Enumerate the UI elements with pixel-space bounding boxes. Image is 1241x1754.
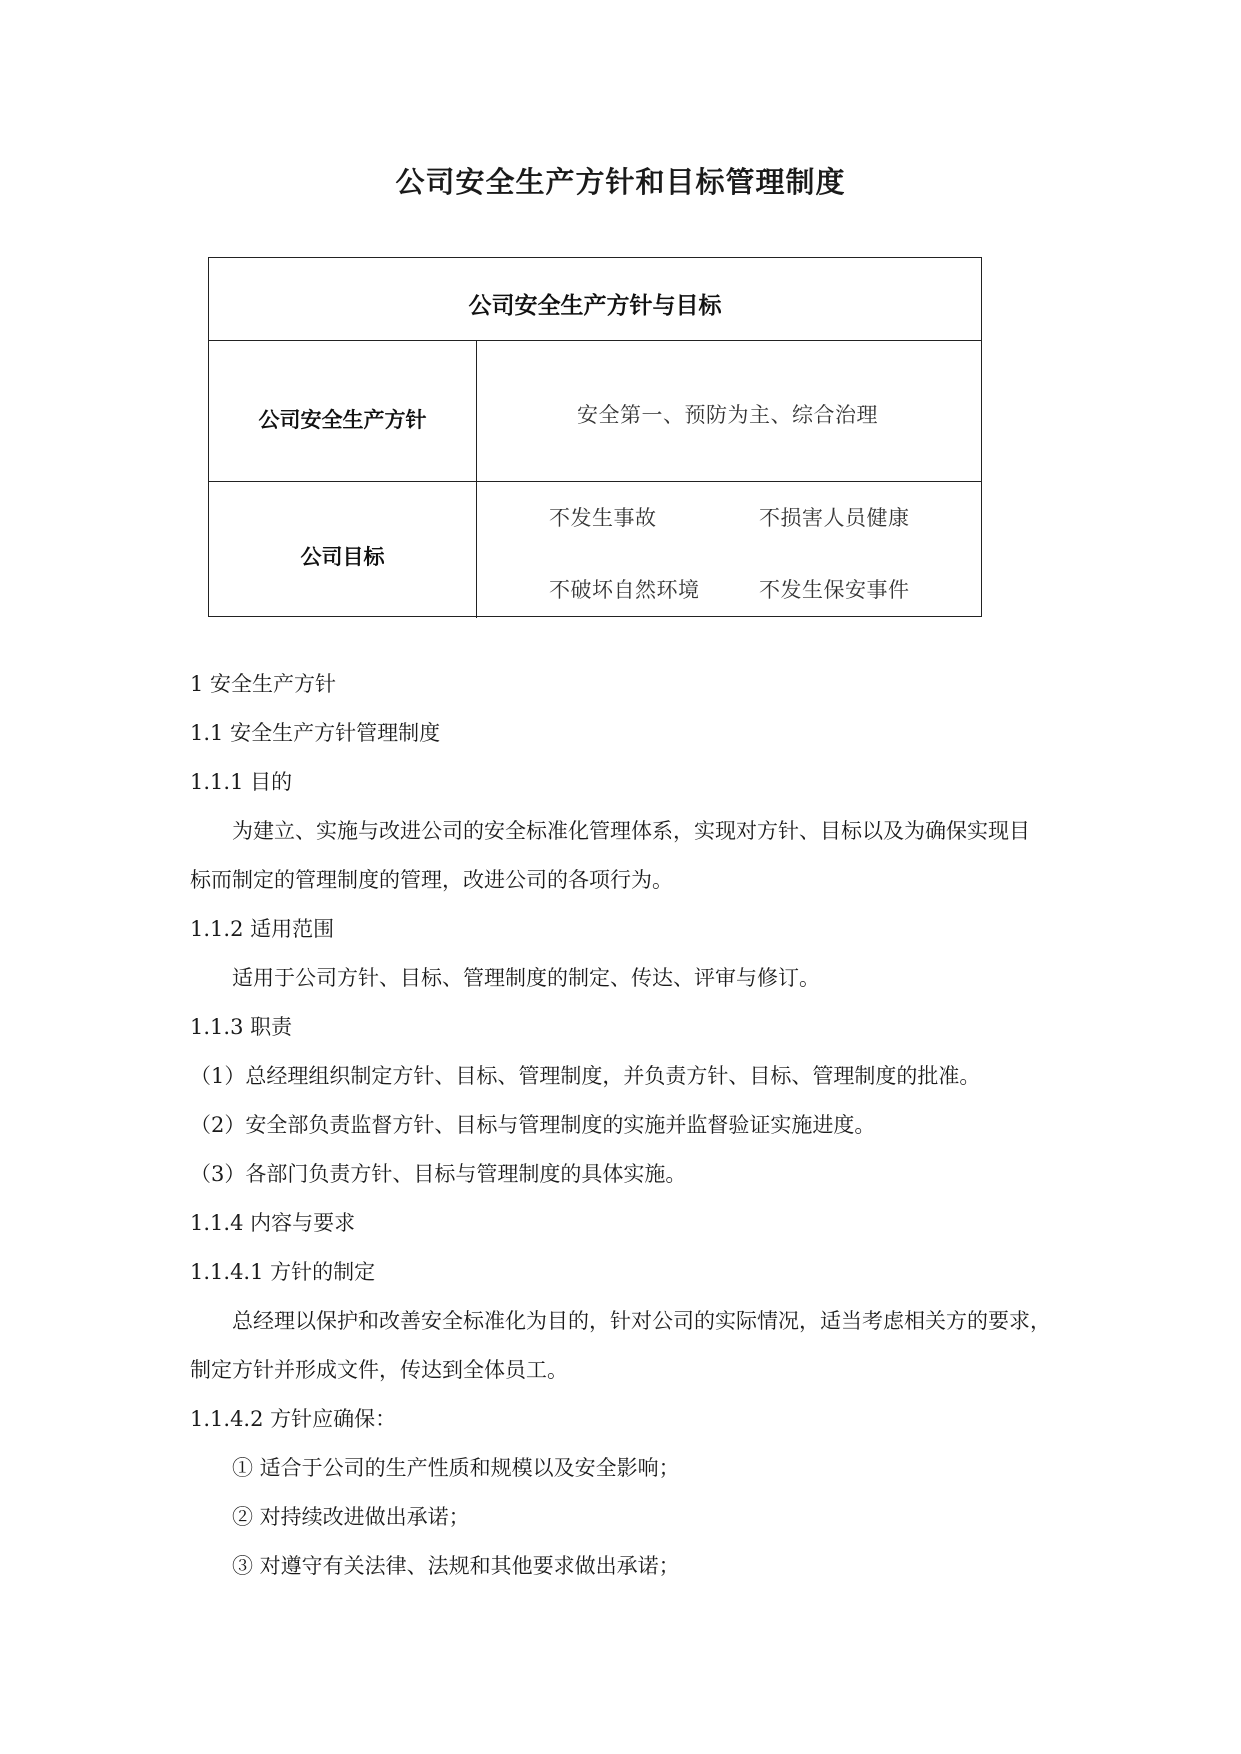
objective-item: 不发生保安事件 [759, 578, 910, 602]
section-heading: 1.1.4 内容与要求 [190, 1211, 356, 1235]
list-item: （1）总经理组织制定方针、目标、管理制度，并负责方针、目标、管理制度的批准。 [190, 1064, 981, 1088]
objectives-row-label: 公司目标 [300, 545, 385, 569]
table-column-divider [476, 340, 477, 618]
document-title: 公司安全生产方针和目标管理制度 [395, 165, 846, 199]
policy-row-label: 公司安全生产方针 [258, 408, 427, 432]
paragraph-line: 制定方针并形成文件，传达到全体员工。 [190, 1358, 568, 1382]
paragraph-line: 为建立、实施与改进公司的安全标准化管理体系，实现对方针、目标以及为确保实现目 [232, 819, 1030, 843]
section-heading: 1.1.1 目的 [190, 770, 293, 794]
section-heading: 1.1.3 职责 [190, 1015, 293, 1039]
section-heading: 1.1.4.2 方针应确保： [190, 1407, 397, 1431]
list-item: （3）各部门负责方针、目标与管理制度的具体实施。 [190, 1162, 687, 1186]
list-item: ③ 对遵守有关法律、法规和其他要求做出承诺； [232, 1554, 680, 1578]
table-divider [209, 481, 981, 482]
objective-item: 不损害人员健康 [759, 506, 910, 530]
section-heading: 1.1.4.1 方针的制定 [190, 1260, 376, 1284]
paragraph-line: 总经理以保护和改善安全标准化为目的，针对公司的实际情况，适当考虑相关方的要求， [232, 1309, 1051, 1333]
list-item: ① 适合于公司的生产性质和规模以及安全影响； [232, 1456, 680, 1480]
objective-item: 不发生事故 [549, 506, 657, 530]
policy-objectives-table [208, 257, 982, 617]
section-heading: 1.1.2 适用范围 [190, 917, 335, 941]
section-heading: 1.1 安全生产方针管理制度 [190, 721, 441, 745]
policy-value: 安全第一、预防为主、综合治理 [577, 403, 878, 427]
section-heading: 1 安全生产方针 [190, 672, 337, 696]
paragraph-line: 适用于公司方针、目标、管理制度的制定、传达、评审与修订。 [232, 966, 820, 990]
objective-item: 不破坏自然环境 [549, 578, 700, 602]
table-divider [209, 340, 981, 341]
list-item: ② 对持续改进做出承诺； [232, 1505, 470, 1529]
list-item: （2）安全部负责监督方针、目标与管理制度的实施并监督验证实施进度。 [190, 1113, 876, 1137]
table-header: 公司安全生产方针与目标 [468, 293, 722, 319]
paragraph-line: 标而制定的管理制度的管理，改进公司的各项行为。 [190, 868, 673, 892]
